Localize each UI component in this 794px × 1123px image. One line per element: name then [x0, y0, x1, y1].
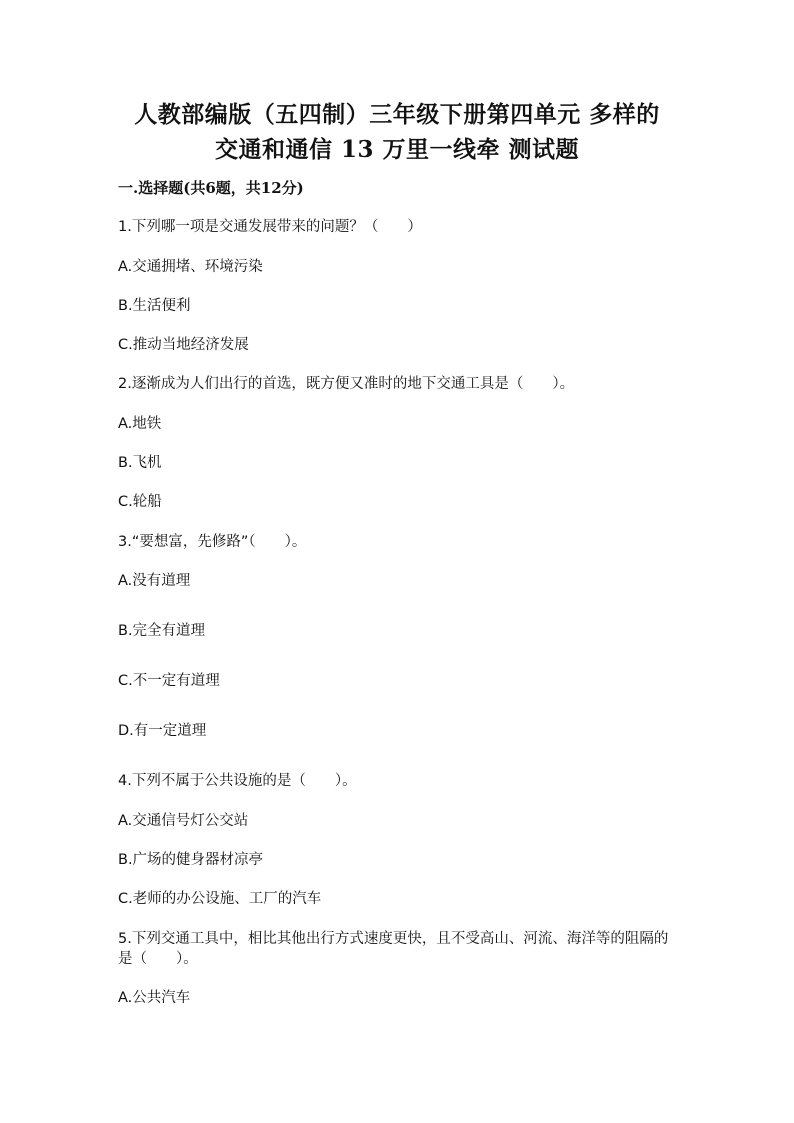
question-3-option-c: C.不一定有道理 [118, 673, 220, 689]
question-2-option-a: A.地铁 [118, 416, 162, 432]
question-2-option-b: B.飞机 [118, 455, 162, 471]
document-title-line-2: 交通和通信 13 万里一线牵 测试题 [214, 136, 580, 163]
question-2-option-c: C.轮船 [118, 494, 162, 510]
question-2-stem: 2.逐渐成为人们出行的首选，既方便又准时的地下交通工具是（ ）。 [118, 376, 575, 392]
question-3-option-b: B.完全有道理 [118, 623, 206, 639]
question-3-stem: 3.“要想富，先修路”（ ）。 [118, 534, 307, 550]
question-4-stem: 4.下列不属于公共设施的是（ ）。 [118, 773, 357, 789]
question-4-option-b: B.广场的健身器材凉亭 [118, 852, 264, 868]
question-4-option-c: C.老师的办公设施、工厂的汽车 [118, 891, 322, 907]
question-5-stem: 5.下列交通工具中，相比其他出行方式速度更快，且不受高山、河流、海洋等的阻隔的是（ ）。 [118, 931, 669, 967]
question-5-option-a: A.公共汽车 [118, 990, 191, 1006]
question-3-option-d: D.有一定道理 [118, 723, 207, 739]
question-1-stem: 1.下列哪一项是交通发展带来的问题？（ ） [118, 219, 422, 235]
question-4-option-a: A.交通信号灯公交站 [118, 813, 249, 829]
document-title-line-1: 人教部编版（五四制）三年级下册第四单元 多样的 [134, 101, 660, 128]
question-3-option-a: A.没有道理 [118, 573, 191, 589]
question-1-option-b: B.生活便利 [118, 298, 191, 314]
question-1-option-a: A.交通拥堵、环境污染 [118, 259, 263, 275]
question-1-option-c: C.推动当地经济发展 [118, 337, 249, 353]
section-heading: 一.选择题(共6题，共12分) [118, 179, 304, 197]
